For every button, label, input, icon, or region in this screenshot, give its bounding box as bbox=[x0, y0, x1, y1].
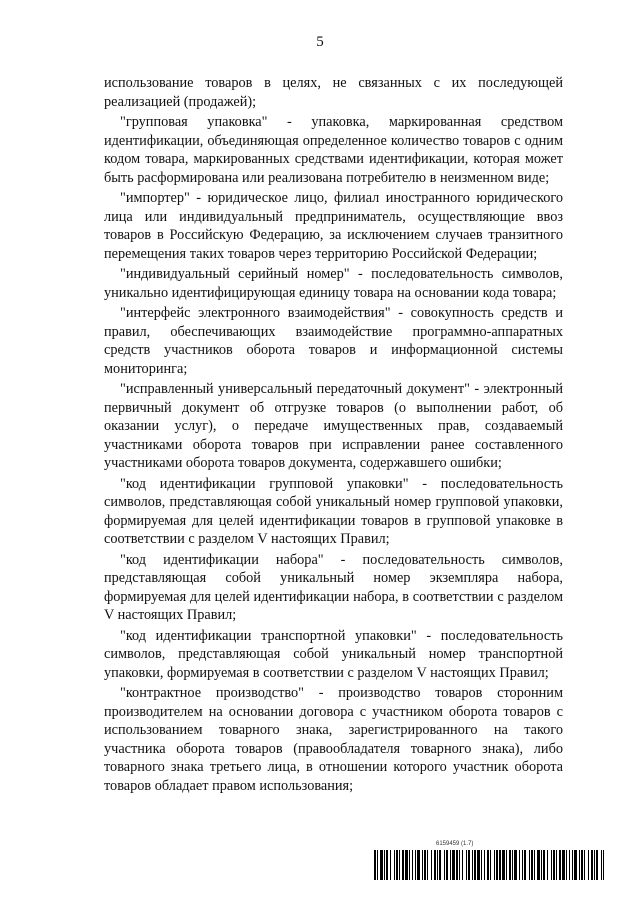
paragraph: "интерфейс электронного взаимодействия" - совокупность средств и правил, обеспечивающих взаимодействие программно-аппаратных средств участников оборота товаров и информационной системы мониторинга; bbox=[104, 305, 563, 377]
paragraph: "код идентификации набора" - последовательность символов, представляющая собой уникальный номер экземпляра набора, формируемая для целей идентификации набора, в соответствии с разделом V настоящих Правил; bbox=[104, 551, 563, 623]
document-code: 6159459 (1.7) bbox=[436, 841, 474, 847]
paragraph: "код идентификации транспортной упаковки" - последовательность символов, представляющая собой уникальный номер транспортной упаковки, формируемая в соответствии с разделом V настоящих Правил; bbox=[104, 627, 563, 681]
paragraph: "индивидуальный серийный номер" - последовательность символов, уникально идентифицирующая единицу товара на основании кода товара; bbox=[104, 266, 563, 301]
page-number: 5 bbox=[316, 34, 324, 50]
paragraph: "групповая упаковка" - упаковка, маркированная средством идентификации, объединяющая определенное количество товаров с одним кодом товара, маркированных средствами идентификации, которая может быть расформирована или реализована потребителю в неизменном виде; bbox=[104, 114, 563, 186]
paragraph: "импортер" - юридическое лицо, филиал иностранного юридического лица или индивидуальный предприниматель, осуществляющие ввоз товаров в Российскую Федерацию, за исключением случаев транзитного перемещения таких товаров через территорию Российской Федерации; bbox=[104, 190, 563, 262]
barcode-icon bbox=[374, 850, 604, 880]
paragraph: "код идентификации групповой упаковки" - последовательность символов, представляющая собой уникальный номер групповой упаковки, формируемая для целей идентификации товаров в групповой упаковке в соответствии с разделом V настоящих Правил; bbox=[104, 475, 563, 547]
paragraph: "исправленный универсальный передаточный документ" - электронный первичный документ об отгрузке товаров (о выполнении работ, об оказании услуг), о передаче имущественных прав, создаваемый участниками оборота товаров при исправлении ранее составленного участниками оборота товаров документа, содержавшего ошибки; bbox=[104, 381, 563, 471]
document-body bbox=[104, 74, 563, 797]
paragraph: использование товаров в целях, не связанных с их последующей реализацией (продажей); bbox=[104, 75, 563, 110]
paragraph: "контрактное производство" - производство товаров сторонним производителем на основании договора с участником оборота товаров с использованием товарного знака, зарегистрированного на такого участника оборота товаров (правообладателя товарного знака), либо товарного знака третьего лица, в отношении которого участник оборота товаров обладает правом использования; bbox=[104, 685, 563, 794]
